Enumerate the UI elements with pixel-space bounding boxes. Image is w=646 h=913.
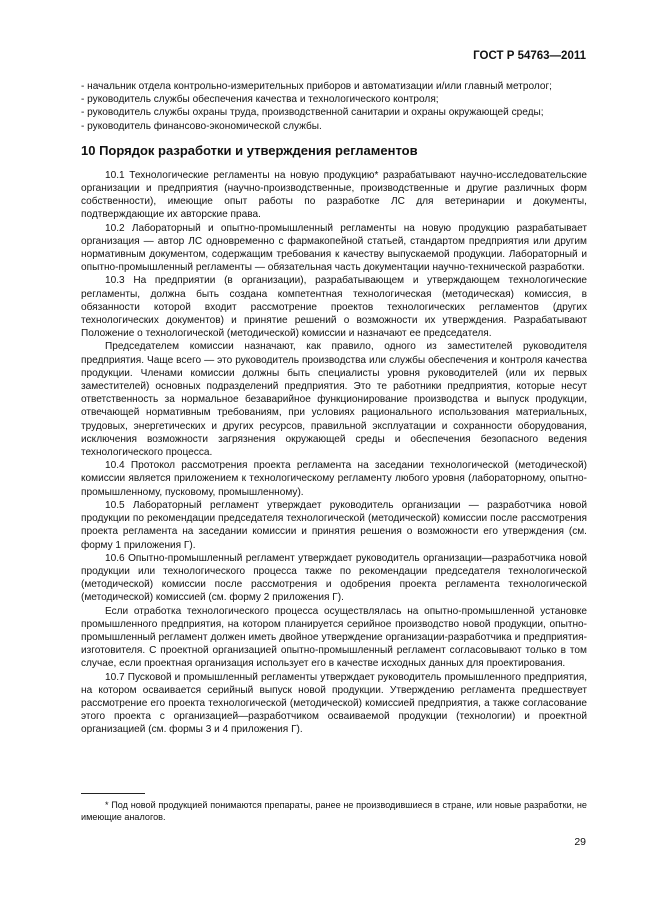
list-item: - руководитель финансово-экономической службы. <box>81 120 322 132</box>
document-header: ГОСТ Р 54763—2011 <box>473 50 586 62</box>
paragraph-10-4: 10.4 Протокол рассмотрения проекта регламента на заседании технологической (методической) комиссии является приложением к технологическому регламенту любого уровня (лабораторному, опытно-промышленному, пусковому, промышленному). <box>81 460 587 498</box>
list-item: - руководитель службы охраны труда, производственной санитарии и охраны окружающей среды; <box>81 107 544 119</box>
paragraph-10-1: 10.1 Технологические регламенты на новую продукцию* разрабатывают научно-исследовательские организации и предприятия (научно-производственные, производственные и другие различных форм собственности), имеющие опыт работы по разработке ЛС для ветеринарии и документы, подтверждающие их авторские права. <box>81 169 587 221</box>
list-item: - руководитель службы обеспечения качества и технологического контроля; <box>81 94 439 106</box>
section-title: 10 Порядок разработки и утверждения регламентов <box>81 142 418 158</box>
paragraph-10-2: 10.2 Лабораторный и опытно-промышленный регламенты на новую продукцию разрабатывает организация — автор ЛС одновременно с фармакопейной статьей, стандартом предприятия или другим нормативным документом, содержащим требования к качеству выпускаемой продукции. Лабораторный и опытно-промышленный регламенты — обязательная часть документации научно-технической разработки. <box>81 222 587 274</box>
paragraph-10-5: 10.5 Лабораторный регламент утверждает руководитель организации — разработчика новой продукции по рекомендации председателя технологической (методической) комиссии после рассмотрения проекта регламента на заседании комиссии и принятия решения о возможности его утверждения (см. форму 1 приложения Г). <box>81 499 587 551</box>
paragraph-10-7: 10.7 Пусковой и промышленный регламенты утверждает руководитель промышленного предприятия, на котором осваивается серийный выпуск новой продукции. Утверждению регламента предшествует рассмотрение его проекта технологической (методической) комиссией предприятия, а также согласование этого проекта с организацией—разработчиком осваиваемой продукции (технологии) и проектной организацией (см. формы 3 и 4 приложения Г). <box>81 671 587 736</box>
paragraph-commission-chair: Председателем комиссии назначают, как правило, одного из заместителей руководителя предприятия. Чаще всего — это руководитель производства или службы обеспечения и контроля качества продукции. Членами комиссии должны быть специалисты уровня руководителей (или их первых заместителей) основных подразделений предприятия. Это те работники предприятия, которые несут ответственность за нормальное безаварийное функционирование производства и выпуск продукции, отвечающей нормативным требованиям, при условиях рационального использования материальных, трудовых, энергетических и других ресурсов, правильной эксплуатации и сохранности оборудования, исключения возможности загрязнения окружающей среды и обеспечения безопасного ведения технологического процесса. <box>81 341 587 459</box>
list-item: - начальник отдела контрольно-измерительных приборов и автоматизации и/или главный метролог; <box>81 81 552 92</box>
paragraph-10-3: 10.3 На предприятии (в организации), разрабатывающем и утверждающем технологические регламенты, должна быть создана компетентная технологическая (методическая) комиссия, в обязанности которой входит рассмотрение проектов технологических регламентов (других технологических документов) и принятие решений о возможности их утверждения. Разрабатывают Положение о технологической (методической) комиссии и назначают ее председателя. <box>81 275 587 340</box>
page-body <box>81 80 587 737</box>
footnote-divider <box>81 793 145 794</box>
paragraph-pilot-plant: Если отработка технологического процесса осуществлялась на опытно-промышленной установке промышленного предприятия, на котором планируется серийное производство новой продукции, опытно-промышленный регламент должен иметь двойное утверждение организации-разработчика и предприятия-изготовителя. С проектной организацией опытно-промышленный регламент согласовывают только в том случае, если проектная организация использует его в качестве исходных данных для проектирования. <box>81 605 587 670</box>
paragraph-10-6: 10.6 Опытно-промышленный регламент утверждает руководитель организации—разработчика новой продукции или технологического процесса также по рекомендации председателя технологической (методической) комиссии после рассмотрения и одобрения проекта регламента технологической (методической) комиссией (см. форму 2 приложения Г). <box>81 552 587 604</box>
footnote: * Под новой продукцией понимаются препараты, ранее не производившиеся в стране, или новые разработки, не имеющие аналогов. <box>81 800 587 822</box>
page-number: 29 <box>574 836 586 848</box>
